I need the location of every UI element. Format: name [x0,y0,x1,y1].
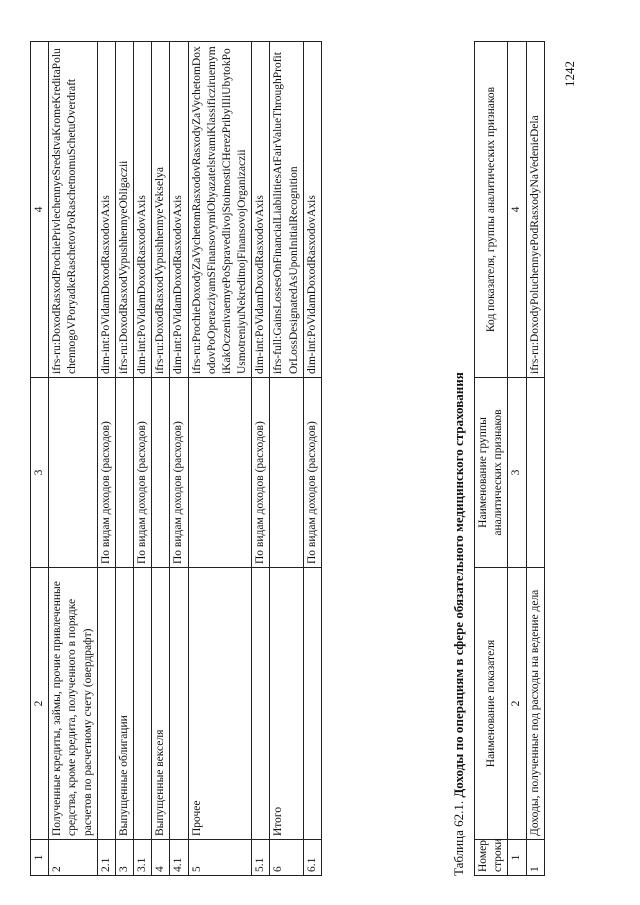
indicators-table-continued [30,41,322,876]
row-number-cell: 2 [49,840,98,876]
indicator-code-cell: ifrs-ru:DoxodRasxodVypushhennyeObligaczii [115,42,133,378]
indicator-name-cell: Выпущенные облигации [115,568,133,840]
table-row [526,42,544,876]
column-number-row [508,42,526,876]
table-row [134,42,152,876]
header-cell: 3 [31,378,49,568]
table-row [115,42,133,876]
indicator-name-cell [303,568,321,840]
row-number-cell: 6.1 [303,840,321,876]
indicator-code-cell: dim-int:PoVidamDoxodRasxodovAxis [170,42,188,378]
header-indicator-name: Наименование показателя [475,568,508,840]
group-name-cell [526,378,544,568]
caption-title: Доходы по операциям в сфере обязательного медицинского страхования [451,372,466,798]
indicator-name-cell [134,568,152,840]
indicator-name-cell: Полученные кредиты, займы, прочие привлеченные средства, кроме кредита, полученного в порядке расчетов по расчетному счету (овердрафт) [49,568,98,840]
table-header-row [31,42,49,876]
row-number-cell: 5.1 [252,840,270,876]
row-number-cell: 1 [526,840,544,876]
indicator-code-cell: dim-int:PoVidamDoxodRasxodovAxis [97,42,115,378]
header-cell: 2 [31,568,49,840]
table-row [252,42,270,876]
indicator-code-cell: ifrs-ru:ProchieDoxodyZaVychetomRasxodovRasxodyZaVychetomDoxodovPoOperacziyamSFinansovymiObyazatelstvamiKlassificziruemymiKakOczenivaemyePoSpravedlivojStoimostiCHerezPribylIliUbytokPoUsmotreniyuNekreditnojFinansovojOrganizaczii [188,42,252,378]
row-number-cell: 3 [115,840,133,876]
page-number: 1242 [562,61,577,87]
group-name-cell [270,378,303,568]
group-name-cell: По видам доходов (расходов) [252,378,270,568]
table-row [97,42,115,876]
row-number-cell: 4.1 [170,840,188,876]
header-group-name: Наименование группы аналитических признаков [475,378,508,568]
indicator-name-cell: Выпущенные векселя [152,568,170,840]
indicator-code-cell: dim-int:PoVidamDoxodRasxodovAxis [252,42,270,378]
indicator-name-cell [97,568,115,840]
group-name-cell [49,378,98,568]
header-cell: 4 [31,42,49,378]
indicator-code-cell: ifrs-full:GainsLossesOnFinancialLiabilitiesAtFairValueThroughProfitOrLossDesignatedAsUponInitialRecognition [270,42,303,378]
indicator-name-cell: Доходы, полученные под расходы на ведение дела [526,568,544,840]
indicator-code-cell: ifrs-ru:DoxodyPoluchennyePodRasxodyNaVedenieDela [526,42,544,378]
group-name-cell [115,378,133,568]
group-name-cell [152,378,170,568]
row-number-cell: 5 [188,840,252,876]
indicator-name-cell [252,568,270,840]
table-row [270,42,303,876]
group-name-cell: По видам доходов (расходов) [134,378,152,568]
column-number: 3 [508,378,526,568]
header-row-number: Номер строки [475,840,508,876]
indicator-code-cell: ifrs-ru:DoxodRasxodProchiePrivlechennyeSredstvaKromeKreditaPoluchennogoVPoryadkeRaschetovPoRaschetnomuSchetuOverdraft [49,42,98,378]
header-indicator-code: Код показателя, группы аналитических признаков [475,42,508,378]
column-number: 4 [508,42,526,378]
indicator-name-cell [170,568,188,840]
row-number-cell: 3.1 [134,840,152,876]
row-number-cell: 2.1 [97,840,115,876]
indicator-name-cell: Итого [270,568,303,840]
table-row [170,42,188,876]
group-name-cell: По видам доходов (расходов) [303,378,321,568]
table-row [152,42,170,876]
indicator-code-cell: dim-int:PoVidamDoxodRasxodovAxis [303,42,321,378]
rotated-page [14,12,614,892]
row-number-cell: 4 [152,840,170,876]
table-header-row [475,42,508,876]
group-name-cell [188,378,252,568]
caption-lead: Таблица 62.1. [451,800,466,876]
group-name-cell: По видам доходов (расходов) [170,378,188,568]
medical-insurance-income-table [474,41,545,876]
indicator-code-cell: dim-int:PoVidamDoxodRasxodovAxis [134,42,152,378]
indicator-name-cell: Прочее [188,568,252,840]
column-number: 2 [508,568,526,840]
indicator-code-cell: ifrs-ru:DoxodRasxodVypushhennyeVekselya [152,42,170,378]
table-row [303,42,321,876]
table-row [49,42,98,876]
table-row [188,42,252,876]
column-number: 1 [508,840,526,876]
table-caption [451,56,467,876]
group-name-cell: По видам доходов (расходов) [97,378,115,568]
row-number-cell: 6 [270,840,303,876]
header-cell: 1 [31,840,49,876]
